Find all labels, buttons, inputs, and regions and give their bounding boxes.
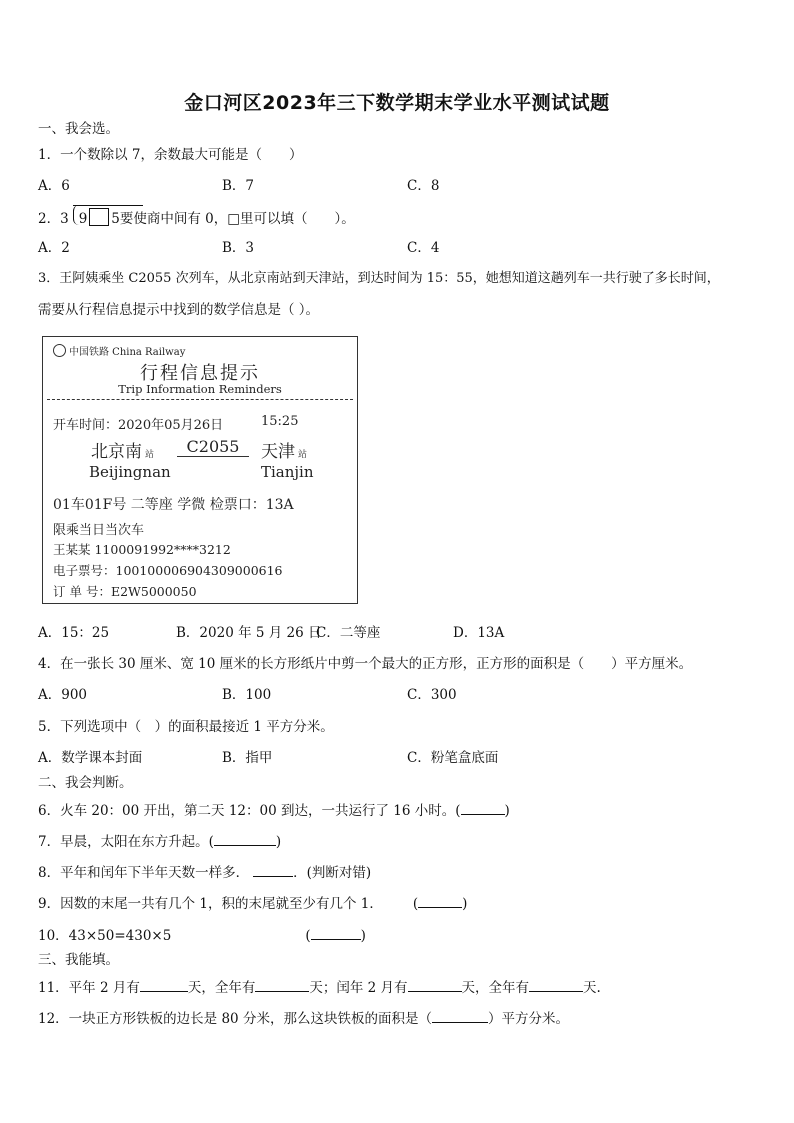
q1-option-c[interactable]: C．8 [407,178,440,194]
q5-option-a[interactable]: A．数学课本封面 [38,750,143,766]
question-2 [38,208,355,228]
section-heading-judge: 二、我会判断。 [38,775,133,791]
q1-option-a[interactable]: A．6 [38,178,70,194]
railway-logo-icon [53,344,66,357]
ticket-eticket-number: 电子票号：10010000690430900061​6 [53,563,283,578]
question-6: 6．火车 20：00 开出，第二天 12：00 到达，一共运行了 16 小时。( ) [38,803,510,819]
question-12: 12．一块正方形铁板的边长是 80 分米，那么这块铁板的面积是（ ）平方分米。 [38,1011,569,1027]
q5-option-c[interactable]: C．粉笔盒底面 [407,750,499,766]
ticket-title-en: Trip Information Reminders [118,382,282,396]
question-10: 10．43×50=430×5 ( ) [38,928,366,944]
question-8: 8．平年和闰年下半年天数一样多． ．(判断对错) [38,865,372,881]
question-3-line-2: 需要从行程信息提示中找到的数学信息是（ ）。 [38,302,320,318]
ticket-depart-date: 开车时间：2020年05月26日 [53,418,224,433]
ticket-depart-time: 15:25 [261,414,299,429]
q2-dividend-left: 9 [78,211,88,227]
q4-option-b[interactable]: B．100 [222,687,272,703]
q8-answer-blank[interactable] [253,863,293,877]
q2-option-a[interactable]: A．2 [38,240,70,256]
ticket-brand: 中国铁路 China Railway [53,343,185,358]
q11-blank-4[interactable] [529,978,583,992]
trip-info-ticket [42,336,358,604]
q2-option-b[interactable]: B．3 [222,240,255,256]
ticket-from-station: 北京南 站 [91,442,155,462]
q11-blank-3[interactable] [408,978,462,992]
ticket-from-en: Beijingnan [89,463,171,481]
question-3-line-1: 3．王阿姨乘坐 C2055 次列车，从北京南站到天津站，到达时间为 15：55，她想知道这趟列车一共行驶了多长时间， [38,271,720,286]
page-title: 金口河区2023年三下数学期末学业水平测试试题 [184,92,610,114]
blank-square[interactable] [89,208,109,226]
q11-blank-2[interactable] [255,978,309,992]
q2-dividend-right: 5 [111,211,120,227]
q12-answer-blank[interactable] [432,1009,488,1023]
question-9: 9．因数的末尾一共有几个 1，积的末尾就至少有几个 1． ( ) [38,896,468,912]
q3-option-a[interactable]: A．15：25 [38,625,110,641]
ticket-title-cn: 行程信息提示 [140,363,260,384]
ticket-order-number: 订 单 号：E2W5000050 [53,584,197,599]
ticket-divider [47,399,353,400]
q11-blank-1[interactable] [140,978,188,992]
q3-option-d[interactable]: D．13A [453,625,505,641]
ticket-to-station: 天津 站 [261,442,308,462]
ticket-train-number: C2055 [177,437,249,457]
ticket-limit: 限乘当日当次车 [53,523,145,538]
question-1: 1．一个数除以 7，余数最大可能是（ ） [38,147,303,163]
q1-option-b[interactable]: B．7 [222,178,255,194]
q3-option-c[interactable]: C．二等座 [316,625,381,641]
question-7: 7．早晨，太阳在东方升起。( ) [38,834,282,850]
q2-text: 要使商中间有 0，□里可以填（ ）。 [119,211,355,227]
question-4: 4．在一张长 30 厘米、宽 10 厘米的长方形纸片中剪一个最大的正方形，正方形的面积是（ ）平方厘米。 [38,656,693,672]
q2-number: 2．3 [38,211,69,227]
question-11: 11．平年 2 月有 天，全年有 天；闰年 2 月有 天，全年有 天. [38,980,601,996]
ticket-to-en: Tianjin [261,463,314,481]
ticket-passenger: 王某某 1100091992****3212 [53,542,231,557]
long-division-symbol [73,208,120,228]
q3-option-b[interactable]: B．2020 年 5 月 26 日 [176,625,322,641]
ticket-seat-line: 01车01F号 二等座 学微 检票口：13A [53,497,294,513]
q2-option-c[interactable]: C．4 [407,240,440,256]
section-heading-choice: 一、我会选。 [38,121,119,137]
q9-answer-blank[interactable] [418,894,462,908]
q7-answer-blank[interactable] [214,832,276,846]
q10-answer-blank[interactable] [311,926,361,940]
q5-option-b[interactable]: B．指甲 [222,750,273,766]
q4-option-a[interactable]: A．900 [38,687,88,703]
question-5: 5．下列选项中（ ）的面积最接近 1 平方分米。 [38,719,334,735]
section-heading-fill: 三、我能填。 [38,952,119,968]
q6-answer-blank[interactable] [461,801,505,815]
q4-option-c[interactable]: C．300 [407,687,457,703]
